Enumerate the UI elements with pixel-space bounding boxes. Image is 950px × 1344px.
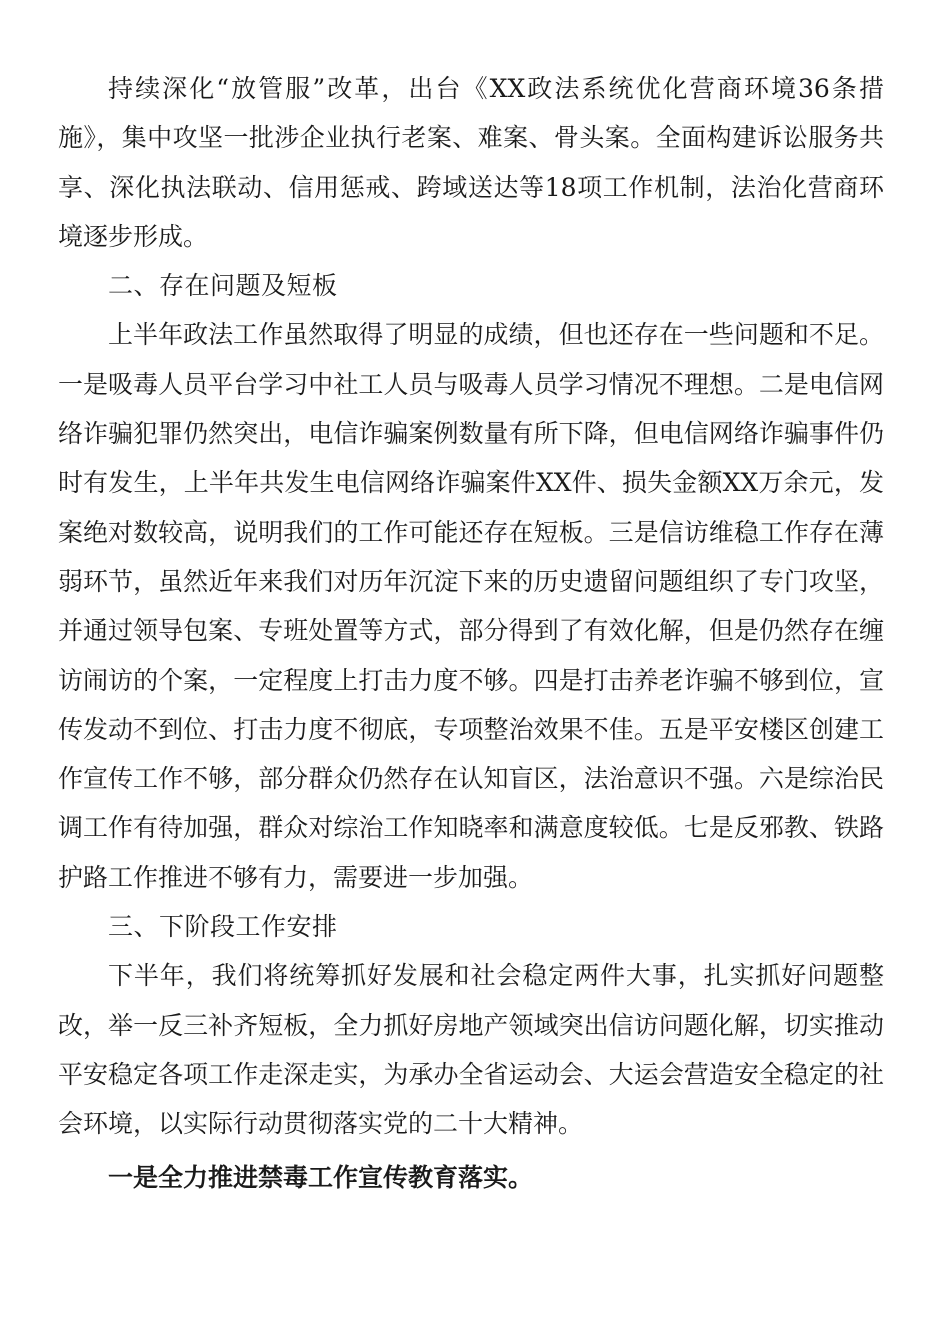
item-heading-anti-drug: 一是全力推进禁毒工作宣传教育落实。 [108,1162,534,1192]
section-heading-problems: 二、存在问题及短板 [108,271,338,301]
paragraph-next-steps: 下半年，我们将统筹抓好发展和社会稳定两件大事，扎实抓好问题整改，举一反三补齐短板，全力抓好房地产领域突出信访问题化解，切实推动平安稳定各项工作走深走实，为承办全省运动会、大运会营造安全稳定的社会环境，以实际行动贯彻落实党的二十大精神。 [58,961,884,1139]
paragraph-problems: 上半年政法工作虽然取得了明显的成绩，但也还存在一些问题和不足。一是吸毒人员平台学习中社工人员与吸毒人员学习情况不理想。二是电信网络诈骗犯罪仍然突出，电信诈骗案例数量有所下降，但电信网络诈骗事件仍时有发生，上半年共发生电信网络诈骗案件XX件、损失金额XX万余元，发案绝对数较高，说明我们的工作可能还存在短板。三是信访维稳工作存在薄弱环节，虽然近年来我们对历年沉淀下来的历史遗留问题组织了专门攻坚，并通过领导包案、专班处置等方式，部分得到了有效化解，但是仍然存在缠访闹访的个案，一定程度上打击力度不够。四是打击养老诈骗不够到位，宣传发动不到位、打击力度不彻底，专项整治效果不佳。五是平安楼区创建工作宣传工作不够，部分群众仍然存在认知盲区，法治意识不强。六是综治民调工作有待加强，群众对综治工作知晓率和满意度较低。七是反邪教、铁路护路工作推进不够有力，需要进一步加强。 [58,320,884,892]
paragraph-business-environment: 持续深化“放管服”改革，出台《XX政法系统优化营商环境36条措施》，集中攻坚一批涉企业执行老案、难案、骨头案。全面构建诉讼服务共享、深化执法联动、信用惩戒、跨域送达等18项工作机制，法治化营商环境逐步形成。 [58,74,884,251]
section-heading-next-steps: 三、下阶段工作安排 [108,912,338,942]
document-body [58,64,884,1202]
